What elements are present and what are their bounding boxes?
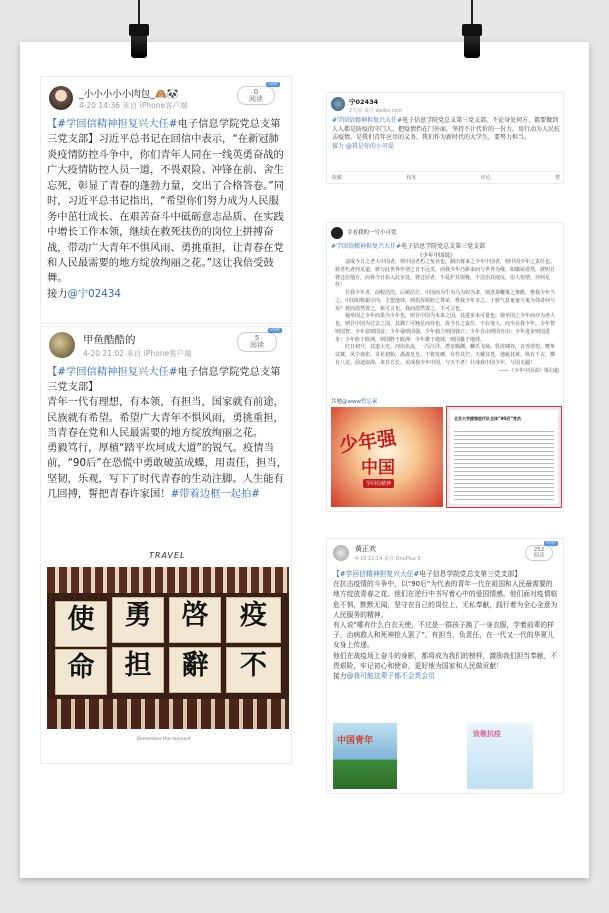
- post-text-2: 青年一代有理想，有本领，有担当，国家就有前途，民族就有希望。希望广大青年不惧风雨，勇挑重担，当青春在党和人民最需要的地方绽放绚丽之花。: [47, 396, 284, 439]
- weibo-post-card-3: [326, 92, 564, 184]
- paragraph: 红日初升，其道大光。河出伏流，一泻汪洋。潜龙腾渊，鳞爪飞扬。乳虎啸谷，百兽震惶。鹰隼试翼，风尘翕张。奇花初胎，矞矞皇皇。干将发硎，有作其芒。天戴其苍，地履其黄。纵有千古，横有八荒。前途似海，来日方长。美哉我少年中国，与天不老！壮哉我中国少年，与国无疆！: [335, 344, 556, 366]
- action-bar: [332, 171, 560, 181]
- travel-label: TRAVEL: [149, 551, 186, 560]
- document-title: 北京大学援鄂医疗队全体“90后”党员：: [454, 416, 525, 421]
- signature: ——《少年中国说》梁启超: [498, 367, 559, 374]
- calligraphy-char-3: 疫: [226, 597, 281, 643]
- calligraphy-char-2: 啓: [169, 597, 221, 643]
- post-text: 电子信息学院党总支第三党支部】习近平总书记在回信中表示，“在新冠肺炎疫情防控斗争中，你们青年人同在一线英勇奋战的广大疫情防控人员一道，不畏艰险、冲锋在前、舍生忘死，彰显了青春的蓬勃力量，交出了合格答卷。”同时，习近平总书记指出，“希望你们努力成为人民服务中茁壮成长、在艰苦奋斗中砥砺意志品质、在实践中增长工作本领，继续在救死扶伤的岗位上拼搏奋战，带动广大青年不惧风雨、勇挑重担，让青春在党和人民最需要的地方绽放绚丽之花。”这让我倍受鼓舞。: [47, 118, 285, 285]
- read-count: 0: [253, 88, 259, 96]
- post-text-3: 勇毅笃行，厚植“踏平坎坷成大道”的锐气。疫情当前，“90后”在恐慌中勇敢破茧成蝶，用责任，担当，坚韧，乐观，写下了时代青春的生动注脚。人生能有几回搏，誓把青春许家国！: [47, 442, 288, 500]
- poster-badge: 学回信精神: [363, 479, 394, 488]
- document-image[interactable]: [447, 407, 561, 507]
- hashtag[interactable]: #学回信精神担复兴大任#: [331, 243, 402, 250]
- action-repost[interactable]: 转发: [406, 175, 417, 181]
- hashtag-frame[interactable]: #带着边框一起拍#: [170, 487, 260, 500]
- calligraphy-char-4: 命: [55, 649, 107, 695]
- read-count-badge: [525, 540, 556, 561]
- calligraphy-char-7: 不: [226, 647, 281, 693]
- weibo-post-card-4: [326, 222, 564, 512]
- post-image-frame[interactable]: [47, 567, 289, 729]
- username[interactable]: 甲鱼酷酷的: [83, 334, 136, 346]
- image-banner-top: [47, 567, 289, 593]
- avatar[interactable]: [331, 97, 345, 111]
- post-body: [47, 117, 287, 302]
- action-favorite[interactable]: 收藏: [332, 175, 343, 181]
- image-banner-bottom: [47, 699, 289, 729]
- calligraphy-char-5: 担: [112, 647, 164, 693]
- paragraph: 造成今日之老大中国者，则中国老朽之冤业也。制出将来之少年中国者，则中国少年之责任也。彼老朽者何足道，彼与此世界作别之日不远矣，而我少年乃新来而与世界为缘。如僦屋者然，彼明日将迁居他方，而我今日始入此室处。将迁居者，不爱护其窗栊，不洁治其庭庑，俗人恒情，亦何足怪！: [335, 259, 556, 289]
- weibo-post-card-2: [40, 326, 292, 764]
- share-line: [331, 397, 378, 405]
- read-count-badge: [237, 81, 278, 105]
- post-image-2[interactable]: [467, 723, 533, 789]
- username[interactable]: 宁02434: [349, 98, 379, 106]
- post-body: [333, 569, 559, 681]
- relay-prefix: 接力: [333, 671, 347, 680]
- hashtag[interactable]: 【#学回信精神担复兴大任#: [333, 570, 420, 578]
- read-unit: 阅读: [250, 341, 264, 350]
- weibo-post-card-1: [40, 76, 292, 324]
- relay-mention[interactable]: @宁02434: [67, 287, 121, 300]
- post-meta: 2天前 来自 weibo.com: [349, 108, 403, 114]
- post-text: 电子信息学院党总支第三党支部。不论身处何方，都要做到人人都是防疫的守门人，把疫情挡在门外面，坚持不计代价的一份力，用行动为人民抗击疫情，是我们青年应尽的义务，我们作为新时代的大学生，要努力担当。: [332, 117, 561, 142]
- article-title: 《少年中国说》: [417, 253, 456, 259]
- calligraphy-char-0: 使: [55, 601, 107, 647]
- badge-corner-label: 周榜: [267, 81, 278, 87]
- header-text: 电子信息学院党总支第三党支部: [401, 243, 486, 250]
- post-body: [47, 365, 287, 502]
- read-unit: 阅读: [533, 552, 545, 559]
- hashtag[interactable]: 【#学回信精神担复兴大任#: [47, 366, 178, 378]
- post-header: [331, 241, 561, 250]
- post-text-1: 电子信息学院党总支第三党支部】: [47, 366, 281, 394]
- calligraphy-char-1: 勇: [112, 597, 164, 643]
- read-count: 252: [533, 547, 545, 553]
- hashtag[interactable]: 【#学回信精神担复兴大任#: [47, 118, 178, 130]
- paragraph: 若我少年者，前程浩浩，后顾茫茫。中国而为牛为马为奴为隶，则烹脔鞭箠之惨酷，惟我少年当之。中国如称霸宇内，主盟地球，则指挥顾盼之尊荣，惟我少年享之。于彼气息奄奄与鬼为邻者何与焉？彼而漠然置之，犹可言也。我而漠然置之，不可言也。: [335, 290, 556, 312]
- post-text-1: 电子信息学院党总支第三党支部】: [419, 570, 522, 578]
- poster-subtitle: 中国: [361, 458, 395, 478]
- post-text-4: 他们在战疫场上奋斗的身影，都将成为我们的榜样，激励我们担当奉献，不畏艰险，牢记初心和使命，更好地为国家和人民做贡献！: [333, 651, 558, 670]
- image-2-text: 致敬抗疫: [473, 730, 501, 738]
- avatar[interactable]: [333, 545, 349, 561]
- read-count-badge: [237, 327, 280, 352]
- action-like[interactable]: 赞: [554, 175, 560, 181]
- badge-corner-label: 周榜: [269, 327, 280, 333]
- action-comment[interactable]: 评论: [480, 175, 491, 181]
- weibo-post-card-5: [326, 538, 564, 794]
- hashtag[interactable]: #学回信精神担复兴大任#: [332, 117, 403, 124]
- binder-clip-left: [127, 0, 151, 70]
- read-count: 5: [254, 334, 260, 342]
- article-body: [335, 259, 559, 375]
- document-lines: [454, 428, 554, 502]
- avatar[interactable]: [331, 227, 343, 239]
- relay-mention[interactable]: 接力 @我是你的小可爱: [332, 143, 394, 151]
- read-unit: 阅读: [249, 95, 263, 104]
- badge-corner-label: 周榜: [545, 540, 556, 546]
- username[interactable]: 黄正欢: [355, 545, 376, 553]
- post-meta: 4-20 14:36 来自 iPhone客户端: [79, 101, 188, 110]
- share-prefix: 共勉: [331, 399, 343, 405]
- share-mention[interactable]: @www暂忘素: [342, 399, 378, 405]
- post-text-2: 在抗击疫情的斗争中，以“90后”为代表的青年一代在祖国和人民最需要的地方绽放青春之花。他们在逆行中书写着心中的爱国情感。他们面对疫情临危不惧，默默无闻，坚守在自己的岗位上，无私奉献，践行着为全心全意为人民服务的精神。: [333, 580, 558, 619]
- avatar[interactable]: [49, 86, 73, 110]
- poster-title: 少年强: [337, 427, 398, 457]
- post-meta: 4-18 22:14 来自 OnePlus 5: [355, 556, 421, 562]
- relay-mention[interactable]: @我可能这辈子都不会秃会员: [346, 671, 435, 680]
- post-image-1[interactable]: [333, 723, 397, 789]
- relay-prefix: 接力: [47, 287, 68, 300]
- post-text-3: 有人说“哪有什么白衣天使，不过是一群孩子换了一身衣服，学着前辈的样子，治病救人和死神抢人罢了”。有担当，负责任，在一代又一代的华夏儿女身上传递。: [333, 620, 555, 650]
- username[interactable]: _小小小小小肉包_🙈🐼: [79, 89, 179, 100]
- poster-image[interactable]: [331, 407, 443, 507]
- post-meta: 4-20 21:02 来自 iPhone客户端: [83, 349, 192, 358]
- post-body: [332, 117, 560, 152]
- avatar[interactable]: [49, 332, 75, 358]
- username[interactable]: 幸看我的一号小可爱: [347, 230, 397, 236]
- paragraph: 使举国之少年而果为少年也，则吾中国为未来之国，其进步未可量也。使举国之少年而亦为老大也，则吾中国为过去之国，其澌亡可翘足而待也。故今日之责任，不在他人，而全在我少年。少年智则国智，少年富则国富；少年强则国强，少年独立则国独立；少年自由则国自由；少年进步则国进步；少年胜于欧洲，则国胜于欧洲；少年雄于地球，则国雄于地球。: [335, 313, 556, 343]
- calligraphy-char-6: 辭: [169, 647, 221, 693]
- binder-clip-right: [460, 0, 484, 70]
- image-1-text: 中国青年: [337, 736, 374, 746]
- image-caption: Remember the moment: [137, 737, 191, 742]
